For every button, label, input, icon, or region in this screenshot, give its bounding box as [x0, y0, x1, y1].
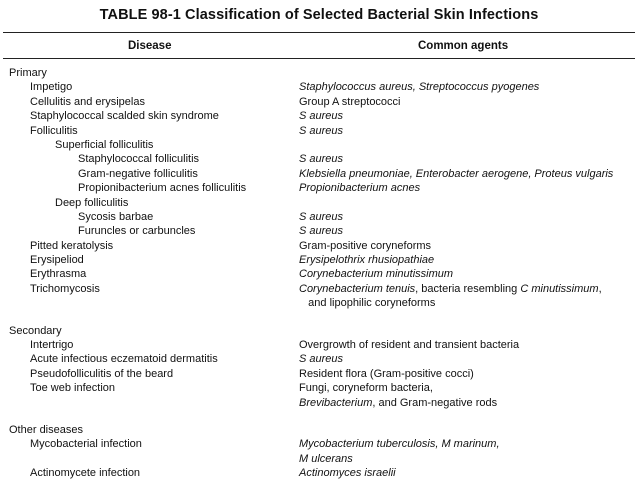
- table-row: [0, 109, 638, 123]
- agent-text: M ulcerans: [299, 452, 353, 465]
- agents-cell: [299, 381, 433, 395]
- table-row: [0, 224, 638, 238]
- column-header-agents: Common agents: [418, 40, 509, 52]
- agent-text: Group A streptococci: [299, 95, 401, 108]
- agents-cell: [299, 152, 343, 166]
- section-row: [0, 66, 638, 80]
- table-title: TABLE 98-1 Classification of Selected Bacterial Skin Infections: [99, 7, 539, 23]
- disease-cell: Sycosis barbae: [78, 210, 154, 223]
- agent-text: Gram-positive coryneforms: [299, 239, 432, 252]
- table-row: [0, 267, 638, 281]
- disease-cell: Erythrasma: [30, 268, 87, 281]
- agent-text: Brevibacterium: [299, 396, 373, 409]
- agent-text: and lipophilic coryneforms: [299, 297, 436, 310]
- agent-text: Actinomyces israelii: [299, 467, 396, 480]
- agents-cell: [299, 352, 343, 366]
- section-row: [0, 423, 638, 437]
- table-row: [0, 181, 638, 195]
- disease-cell: Intertrigo: [30, 339, 74, 352]
- agent-text: Propionibacterium acnes: [299, 182, 421, 195]
- agent-text: Corynebacterium tenuis: [299, 282, 416, 295]
- table-row: [0, 437, 638, 451]
- agent-text: Corynebacterium minutissimum: [299, 268, 454, 281]
- agent-text: C minutissimum: [520, 282, 599, 295]
- table-row: [0, 367, 638, 381]
- disease-cell: Toe web infection: [30, 382, 115, 395]
- agents-cell: [299, 367, 474, 381]
- table-row: [0, 282, 638, 296]
- disease-cell: Folliculitis: [30, 124, 78, 137]
- table-row: [0, 80, 638, 94]
- disease-cell: Gram-negative folliculitis: [78, 167, 198, 180]
- table-row: [0, 381, 638, 395]
- disease-cell: Mycobacterial infection: [30, 438, 142, 451]
- disease-cell: Deep folliculitis: [55, 196, 129, 209]
- table-row: [0, 152, 638, 166]
- agent-text: Resident flora (Gram-positive cocci): [299, 367, 474, 380]
- table-row: [0, 466, 638, 480]
- table-row: [0, 296, 638, 310]
- disease-cell: Superficial folliculitis: [55, 138, 154, 151]
- table-row: [0, 138, 638, 152]
- table-row: [0, 95, 638, 109]
- table-row: [0, 352, 638, 366]
- agents-cell: [299, 296, 435, 310]
- table-row: [0, 253, 638, 267]
- table-body: [0, 66, 638, 481]
- table-row: [0, 338, 638, 352]
- table-row: [0, 396, 638, 410]
- agent-text: Mycobacterium tuberculosis, M marinum,: [299, 438, 500, 451]
- agents-cell: [299, 253, 434, 267]
- agents-cell: [299, 452, 353, 466]
- agents-cell: [299, 95, 401, 109]
- disease-cell: Staphylococcal folliculitis: [78, 153, 200, 166]
- agent-text: Klebsiella pneumoniae, Enterobacter aerogene, Proteus vulgaris: [299, 167, 614, 180]
- column-header-disease: Disease: [128, 40, 172, 52]
- disease-cell: Pseudofolliculitis of the beard: [30, 367, 174, 380]
- agents-cell: [299, 338, 519, 352]
- agents-cell: [299, 466, 396, 480]
- section-gap: [0, 410, 638, 423]
- table-row: [0, 196, 638, 210]
- section-label: Other diseases: [9, 423, 83, 436]
- agents-cell: [299, 282, 602, 296]
- disease-cell: Impetigo: [30, 81, 73, 94]
- table-row: [0, 239, 638, 253]
- top-rule: [3, 32, 635, 33]
- disease-cell: Erysipeliod: [30, 254, 84, 267]
- table-row: [0, 124, 638, 138]
- disease-cell: Furuncles or carbuncles: [78, 225, 196, 238]
- disease-cell: Propionibacterium acnes folliculitis: [78, 182, 247, 195]
- agent-text: S aureus: [299, 110, 344, 123]
- agent-text: Staphylococcus aureus, Streptococcus pyogenes: [299, 81, 540, 94]
- header-rule: [3, 58, 635, 59]
- section-label: Secondary: [9, 324, 62, 337]
- agents-cell: [299, 80, 539, 94]
- agent-text: S aureus: [299, 124, 344, 137]
- agents-cell: [299, 210, 343, 224]
- agent-text: S aureus: [299, 353, 344, 366]
- disease-cell: Actinomycete infection: [30, 467, 141, 480]
- table-row: [0, 210, 638, 224]
- agent-text: ,: [598, 282, 602, 295]
- agents-cell: [299, 124, 343, 138]
- agents-cell: [299, 224, 343, 238]
- table-row: [0, 167, 638, 181]
- agents-cell: [299, 267, 453, 281]
- section-label: Primary: [9, 67, 47, 79]
- agent-text: S aureus: [299, 225, 344, 238]
- agents-cell: [299, 109, 343, 123]
- table-row: [0, 452, 638, 466]
- agent-text: Fungi, coryneform bacteria,: [299, 382, 433, 395]
- agent-text: Erysipelothrix rhusiopathiae: [299, 254, 435, 267]
- agent-text: , bacteria resembling: [415, 282, 521, 295]
- agent-text: S aureus: [299, 210, 344, 223]
- agent-text: S aureus: [299, 153, 344, 166]
- disease-cell: Acute infectious eczematoid dermatitis: [30, 353, 218, 366]
- agent-text: , and Gram-negative rods: [372, 396, 498, 409]
- section-row: [0, 324, 638, 338]
- disease-cell: Trichomycosis: [30, 282, 100, 295]
- disease-cell: Staphylococcal scalded skin syndrome: [30, 110, 219, 123]
- section-gap: [0, 311, 638, 324]
- disease-cell: Pitted keratolysis: [30, 239, 114, 252]
- agents-cell: [299, 396, 497, 410]
- agents-cell: [299, 167, 613, 181]
- agent-text: Overgrowth of resident and transient bacteria: [299, 339, 520, 352]
- disease-cell: Cellulitis and erysipelas: [30, 95, 145, 108]
- agents-cell: [299, 437, 500, 451]
- agents-cell: [299, 181, 420, 195]
- agents-cell: [299, 239, 431, 253]
